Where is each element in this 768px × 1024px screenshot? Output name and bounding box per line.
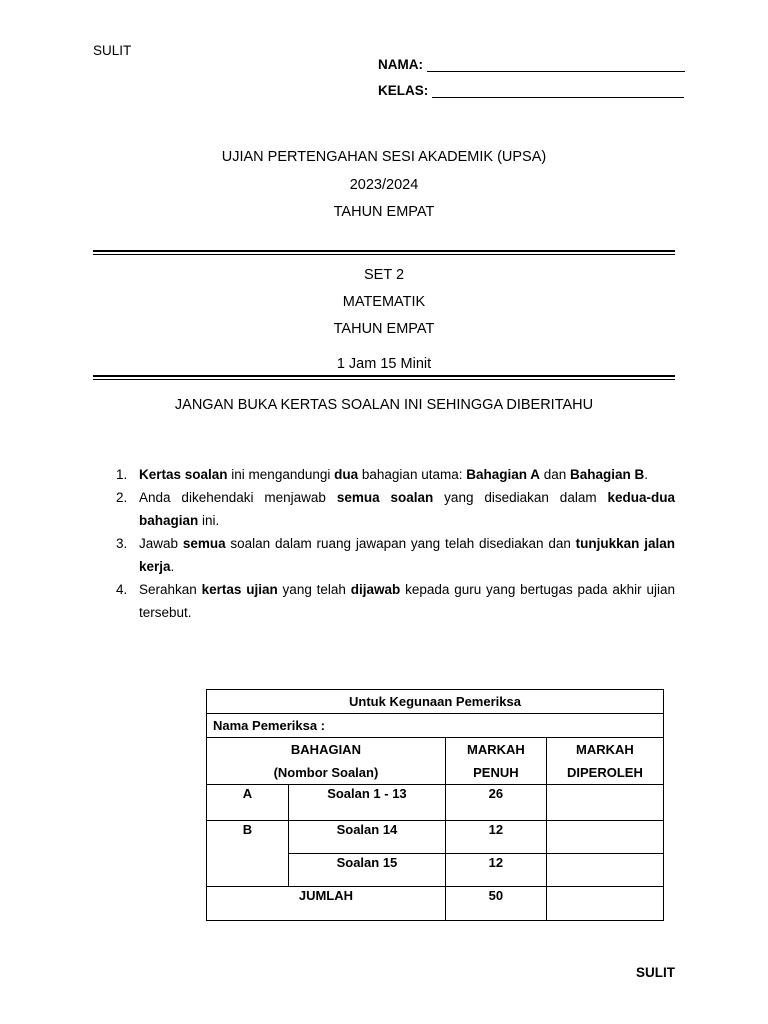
instruction-number: 1. (116, 467, 128, 482)
header-section-line1: BAHAGIAN (290, 742, 361, 757)
header-obtained-marks-line2: DIPEROLEH (567, 765, 643, 780)
full-marks-cell: 12 (445, 821, 546, 854)
instruction-text: yang disediakan dalam (433, 490, 608, 505)
warning-notice: JANGAN BUKA KERTAS SOALAN INI SEHINGGA DIBERITAHU (174, 397, 594, 413)
instruction-text: . (644, 467, 649, 482)
header-full-marks-line2: PENUH (473, 765, 519, 780)
instructions-list (110, 463, 675, 624)
name-field[interactable] (378, 57, 685, 72)
total-value: 50 (445, 887, 546, 921)
exam-title: UJIAN PERTENGAHAN SESI AKADEMIK (UPSA) (221, 149, 547, 165)
question-cell: Soalan 1 - 13 (289, 785, 446, 821)
divider-top (93, 250, 675, 255)
examiner-table (206, 689, 664, 921)
header-full-marks (445, 738, 546, 785)
subject-level: TAHUN EMPAT (333, 321, 435, 337)
name-label: NAMA: (378, 57, 423, 72)
instruction-text: Jawab (139, 536, 183, 551)
instruction-text: dan (540, 467, 571, 482)
instruction-text: Anda dikehendaki menjawab (139, 490, 337, 505)
total-label: JUMLAH (207, 887, 446, 921)
confidential-label-bottom: SULIT (636, 965, 675, 980)
instruction-item (110, 578, 675, 624)
name-blank-line[interactable] (427, 59, 685, 72)
header-section (207, 738, 446, 785)
instruction-text: Serahkan (139, 582, 202, 597)
class-label: KELAS: (378, 83, 429, 98)
instruction-emphasis: tunjukkan jalan kerja (139, 536, 675, 574)
table-row (207, 821, 664, 854)
academic-year: 2023/2024 (349, 177, 419, 193)
obtained-marks-cell[interactable] (546, 854, 663, 887)
total-row (207, 887, 664, 921)
full-marks-cell: 12 (445, 854, 546, 887)
instruction-emphasis: semua (182, 536, 226, 551)
instruction-item (110, 486, 675, 532)
subject-name: MATEMATIK (342, 294, 426, 310)
header-section-line2: (Nombor Soalan) (273, 765, 379, 780)
question-cell: Soalan 15 (289, 854, 446, 887)
instruction-item (110, 532, 675, 578)
instruction-emphasis: Bahagian A (466, 467, 540, 482)
header-full-marks-line1: MARKAH (466, 742, 525, 757)
section-cell: B (207, 821, 289, 887)
instruction-emphasis: semua soalan (336, 490, 434, 505)
instruction-number: 3. (116, 536, 128, 551)
obtained-marks-cell[interactable] (546, 785, 663, 821)
instruction-emphasis: dua (334, 467, 359, 482)
section-cell: A (207, 785, 289, 821)
instruction-text: soalan dalam ruang jawapan yang telah disediakan dan (225, 536, 576, 551)
paper-set: SET 2 (363, 267, 405, 283)
class-field[interactable] (378, 83, 684, 98)
instruction-text: ini. (198, 513, 220, 528)
instruction-text: . (170, 559, 175, 574)
instruction-emphasis: Bahagian B (570, 467, 645, 482)
instruction-emphasis: Kertas soalan (139, 467, 228, 482)
instruction-text: ini mengandungi (227, 467, 335, 482)
instruction-number: 2. (116, 490, 128, 505)
year-level: TAHUN EMPAT (333, 204, 435, 220)
confidential-label-top: SULIT (93, 43, 132, 58)
table-row (207, 785, 664, 821)
instruction-item (110, 463, 675, 486)
obtained-marks-cell[interactable] (546, 821, 663, 854)
total-obtained-cell[interactable] (546, 887, 663, 921)
header-obtained-marks-line1: MARKAH (576, 742, 634, 757)
full-marks-cell: 26 (445, 785, 546, 821)
header-obtained-marks (546, 738, 663, 785)
question-cell: Soalan 14 (289, 821, 446, 854)
instruction-emphasis: kertas ujian (201, 582, 278, 597)
instruction-emphasis: dijawab (350, 582, 401, 597)
examiner-name-cell[interactable]: Nama Pemeriksa : (207, 714, 664, 738)
instruction-emphasis: kedua-dua bahagian (139, 490, 675, 528)
instruction-text: yang telah (277, 582, 351, 597)
table-title: Untuk Kegunaan Pemeriksa (207, 690, 664, 714)
instruction-number: 4. (116, 582, 128, 597)
class-blank-line[interactable] (432, 85, 684, 98)
exam-duration: 1 Jam 15 Minit (336, 356, 432, 372)
instruction-text: kepada guru yang bertugas pada akhir ujian tersebut. (139, 582, 675, 620)
instruction-text: bahagian utama: (358, 467, 467, 482)
divider-bottom (93, 375, 675, 380)
